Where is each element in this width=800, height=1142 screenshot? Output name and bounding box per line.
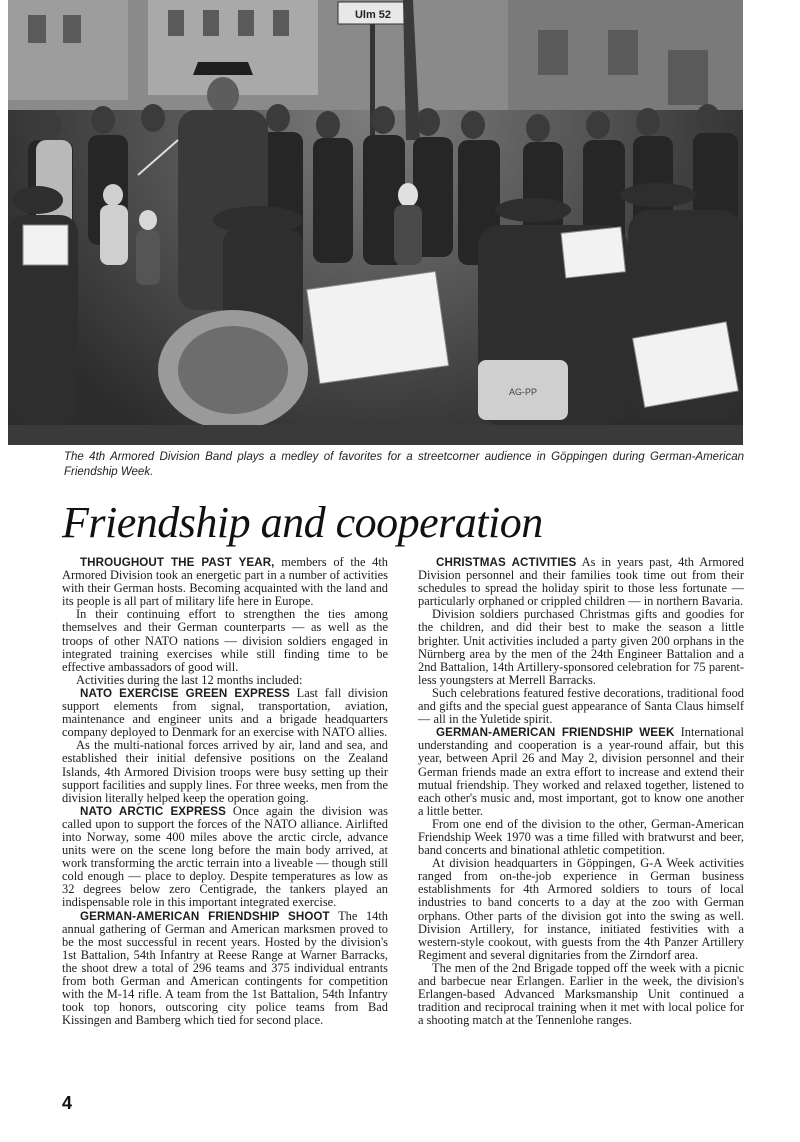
paragraph-text: Last fall division support elements from signal, transportation, aviation, maintenance and engineer units and a brigade headquarters company deployed to Denmark for an exercise with NATO allies. <box>62 685 388 740</box>
paragraph <box>418 818 744 857</box>
paragraph <box>62 805 388 910</box>
paragraph-text: Once again the division was called upon to support the forces of the NATO alliance. Airlifted into Norway, some 400 miles above the arctic circle, advance units were on the scene long before the main body arrived, at work transforming the arctic terrain into a liveable — though still cold enough — place to deploy. Despite temperatures as low as 32 degrees below zero Centigrade, the tankers played an indispensable role in this important integrated exercise. <box>62 803 388 910</box>
paragraph <box>418 608 744 687</box>
right-column <box>418 556 744 1027</box>
paragraph-text: As in years past, 4th Armored Division personnel and their families took time out from their schedules to spread the holiday spirit to those less fortunate — particularly orphaned or crippled children — in northern Bavaria. <box>418 555 744 609</box>
paragraph-text: Activities during the last 12 months included: <box>76 672 303 687</box>
paragraph-text: In their continuing effort to strengthen the ties among themselves and their German counterparts — as well as the troops of other NATO nations — division soldiers engaged in integrated training exercises while still finding time to be effective ambassadors of good will. <box>62 607 388 674</box>
section-head: CHRISTMAS ACTIVITIES <box>436 556 577 569</box>
paragraph <box>418 962 744 1027</box>
photo-caption: The 4th Armored Division Band plays a medley of favorites for a streetcorner audience in Göppingen during German-American Friendship Week. <box>64 451 744 478</box>
paragraph-text: Such celebrations featured festive decorations, traditional food and gifts and the special guest appearance of Santa Claus himself — all in the Yuletide spirit. <box>418 685 744 727</box>
left-column <box>62 556 388 1027</box>
paragraph-text: As the multi-national forces arrived by air, land and sea, and established their initial defensive positions on the Zealand Islands, 4th Armored Division troops were busy setting up their support facilities and supply lines. For three weeks, men from the division literally helped keep the operation going. <box>62 738 388 805</box>
paragraph-text: Division soldiers purchased Christmas gifts and goodies for the children, and did their best to make the season a little brighter. Unit activities included a party given 200 orphans in the Nürnberg area by the men of the 24th Engineer Battalion and a 2nd Battalion, 14th Artillery-sponsored celebration for 75 parent-less youngsters at Merrell Barracks. <box>418 607 744 687</box>
section-head: NATO EXERCISE GREEN EXPRESS <box>80 686 290 700</box>
band-photo <box>8 0 743 445</box>
paragraph <box>418 857 744 962</box>
paragraph <box>418 726 744 818</box>
band-photo-illustration <box>8 0 743 445</box>
paragraph-text: From one end of the division to the other, German-American Friendship Week 1970 was a time filled with bratwurst and beer, band concerts and binational athletic competition. <box>418 816 744 858</box>
article-headline: Friendship and cooperation <box>62 498 543 547</box>
paragraph <box>62 910 388 1028</box>
section-head: NATO ARCTIC EXPRESS <box>80 804 226 818</box>
paragraph <box>62 687 388 739</box>
paragraph-text: members of the 4th Armored Division took an energetic part in a number of activities with their German hosts. Becoming acquainted with the land and its people is all part of military life here in Europe. <box>62 555 389 609</box>
paragraph <box>62 556 388 608</box>
section-head: GERMAN-AMERICAN FRIENDSHIP SHOOT <box>80 909 330 923</box>
paragraph <box>62 608 388 673</box>
paragraph-text: The men of the 2nd Brigade topped off the week with a picnic and barbecue near Erlangen. Earlier in the week, the division's Erlangen-based Advanced Marksmanship Unit continued a tradition and reciprocal training when it met with local police for a shooting match at the Tennenlohe ranges. <box>418 960 744 1028</box>
paragraph-text: International understanding and cooperation is a year-round affair, but this year, between April 26 and May 2, division personnel and their German friends made an extra effort to increase and extend their mutual friendship. They worked and relaxed together, listened to each other's music and, most important, got to know one another a little better. <box>418 725 744 818</box>
paragraph-text: The 14th annual gathering of German and American marksmen proved to be the most successful in recent years. Hosted by the division's 1st Battalion, 54th Infantry at Reese Range at Warner Barracks, the shoot drew a total of 296 teams and 375 individual entrants from both German and American contingents for competition with the M-14 rifle. A team from the 1st Battalion, 54th Infantry took top honors, outscoring city police teams from Bad Kissingen and Bamberg which tied for second place. <box>62 908 388 1028</box>
paragraph <box>418 687 744 726</box>
paragraph-text: At division headquarters in Göppingen, G-A Week activities ranged from on-the-job experience in German business establishments for 4th Armored soldiers to tours of local industries to band concerts to a day at the zoo with German orphans. Other parts of the division got into the swing as well. Division Artillery, for instance, initiated festivities with a western-style cookout, with guests from the 4th Panzer Artillery Regiment and several dignitaries from the Zirndorf area. <box>418 856 744 962</box>
paragraph-head: THROUGHOUT THE PAST YEAR, <box>80 556 275 569</box>
paragraph <box>418 556 744 608</box>
street-sign-text: Ulm 52 <box>354 9 392 21</box>
paragraph <box>62 739 388 804</box>
page-number: 4 <box>62 1093 73 1113</box>
section-head: GERMAN-AMERICAN FRIENDSHIP WEEK <box>436 726 675 740</box>
svg-text:AG-PP: AG-PP <box>508 387 538 397</box>
